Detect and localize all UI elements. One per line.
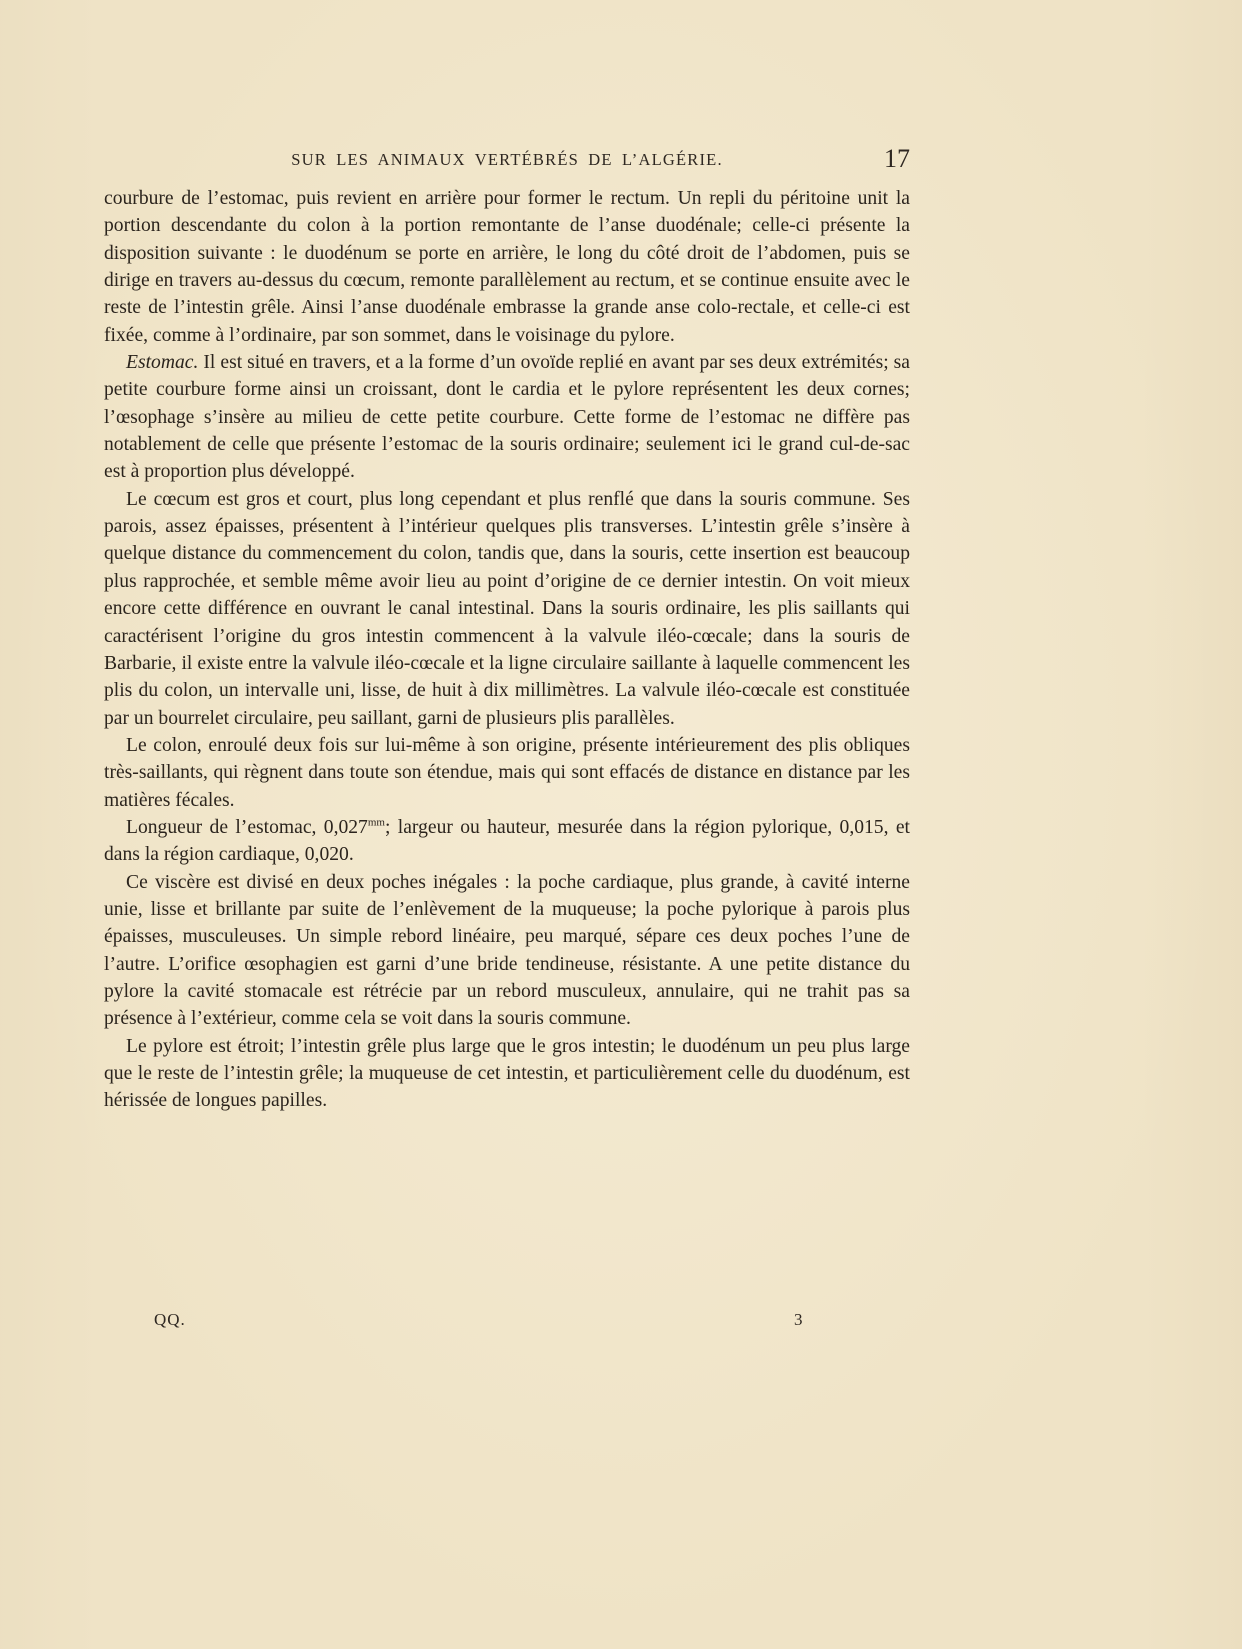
unit-superscript: mm — [367, 816, 385, 829]
measurement-text-b: ; largeur ou hauteur, mesurée dans la région pylorique, 0,015, et dans la région cardiaque, 0,020. — [104, 816, 910, 866]
paragraph-estomac-text: Il est situé en travers, et a la forme d’un ovoïde replié en avant par ses deux extrémités; sa petite courbure forme ainsi un croissant, dont le cardia et le pylore représentent les deux cornes; l’œsophage s’insère au milieu de cette petite courbure. Cette forme de l’estomac ne diffère pas notablement de celle que présente l’estomac de la souris ordinaire; seulement ici le grand cul-de-sac est à proportion plus développé. — [104, 352, 910, 483]
paragraph-estomac — [104, 349, 910, 486]
paragraph-measurements — [104, 814, 910, 869]
paragraph-intestine-continuation: courbure de l’estomac, puis revient en arrière pour former le rectum. Un repli du péritoine unit la portion descendante du colon à la portion remontante de l’anse duodénale; celle-ci présente la disposition suivante : le duodénum se porte en arrière, le long du côté droit de l’abdomen, puis se dirige en travers au-dessus du cœcum, remonte parallèlement au rectum, et se continue ensuite avec le reste de l’intestin grêle. Ainsi l’anse duodénale embrasse la grande anse colo-rectale, et celle-ci est fixée, comme à l’ordinaire, par son sommet, dans le voisinage du pylore. — [104, 188, 910, 346]
measurement-text-a: Longueur de l’estomac, 0,027 — [126, 816, 368, 838]
paragraph-visceral-pouches: Ce viscère est divisé en deux poches inégales : la poche cardiaque, plus grande, à cavité interne unie, lisse et brillante par suite de l’enlèvement de la muqueuse; la poche pylorique à parois plus épaisses, musculeuses. Un simple rebord linéaire, peu marqué, sépare ces deux poches l’une de l’autre. L’orifice œsophagien est garni d’une bride tendineuse, résistante. A une petite distance du pylore la cavité stomacale est rétrécie par un rebord musculeux, annulaire, qui ne trahit pas sa présence à l’extérieur, comme cela se voit dans la souris commune. — [104, 871, 910, 1030]
running-header — [104, 144, 910, 176]
paragraph-coecum: Le cœcum est gros et court, plus long cependant et plus renflé que dans la souris commune. Ses parois, assez épaisses, présentent à l’intérieur quelques plis transverses. L’intestin grêle s’insère à quelque distance du commencement du colon, tandis que, dans la souris, cette insertion est beaucoup plus rapprochée, et semble même avoir lieu au point d’origine de ce dernier intestin. On voit mieux encore cette différence en ouvrant le canal intestinal. Dans la souris ordinaire, les plis saillants qui caractérisent l’origine du gros intestin commencent à la valvule iléo-cœcale; dans la souris de Barbarie, il existe entre la valvule iléo-cœcale et la ligne circulaire saillante à laquelle commencent les plis du colon, un intervalle uni, lisse, de huit à dix millimètres. La valvule iléo-cœcale est constituée par un bourrelet circulaire, peu saillant, garni de plusieurs plis parallèles. — [104, 488, 910, 729]
page-number: 17 — [884, 144, 910, 173]
body-text — [104, 185, 910, 1315]
paragraph-colon: Le colon, enroulé deux fois sur lui-même à son origine, présente intérieurement des plis obliques très-saillants, qui règnent dans toute son étendue, mais qui sont effacés de distance en distance par les matières fécales. — [104, 734, 910, 811]
paragraph-pylore: Le pylore est étroit; l’intestin grêle plus large que le gros intestin; le duodénum un peu plus large que le reste de l’intestin grêle; la muqueuse de cet intestin, et particulièrement celle du duodénum, est hérissée de longues papilles. — [104, 1035, 910, 1112]
sheet-number: 3 — [794, 1310, 803, 1329]
running-title: SUR LES ANIMAUX VERTÉBRÉS DE L’ALGÉRIE. — [291, 150, 723, 169]
page-footer — [104, 1310, 910, 1338]
printer-signature: QQ. — [154, 1310, 186, 1329]
section-label-estomac: Estomac. — [126, 352, 199, 374]
